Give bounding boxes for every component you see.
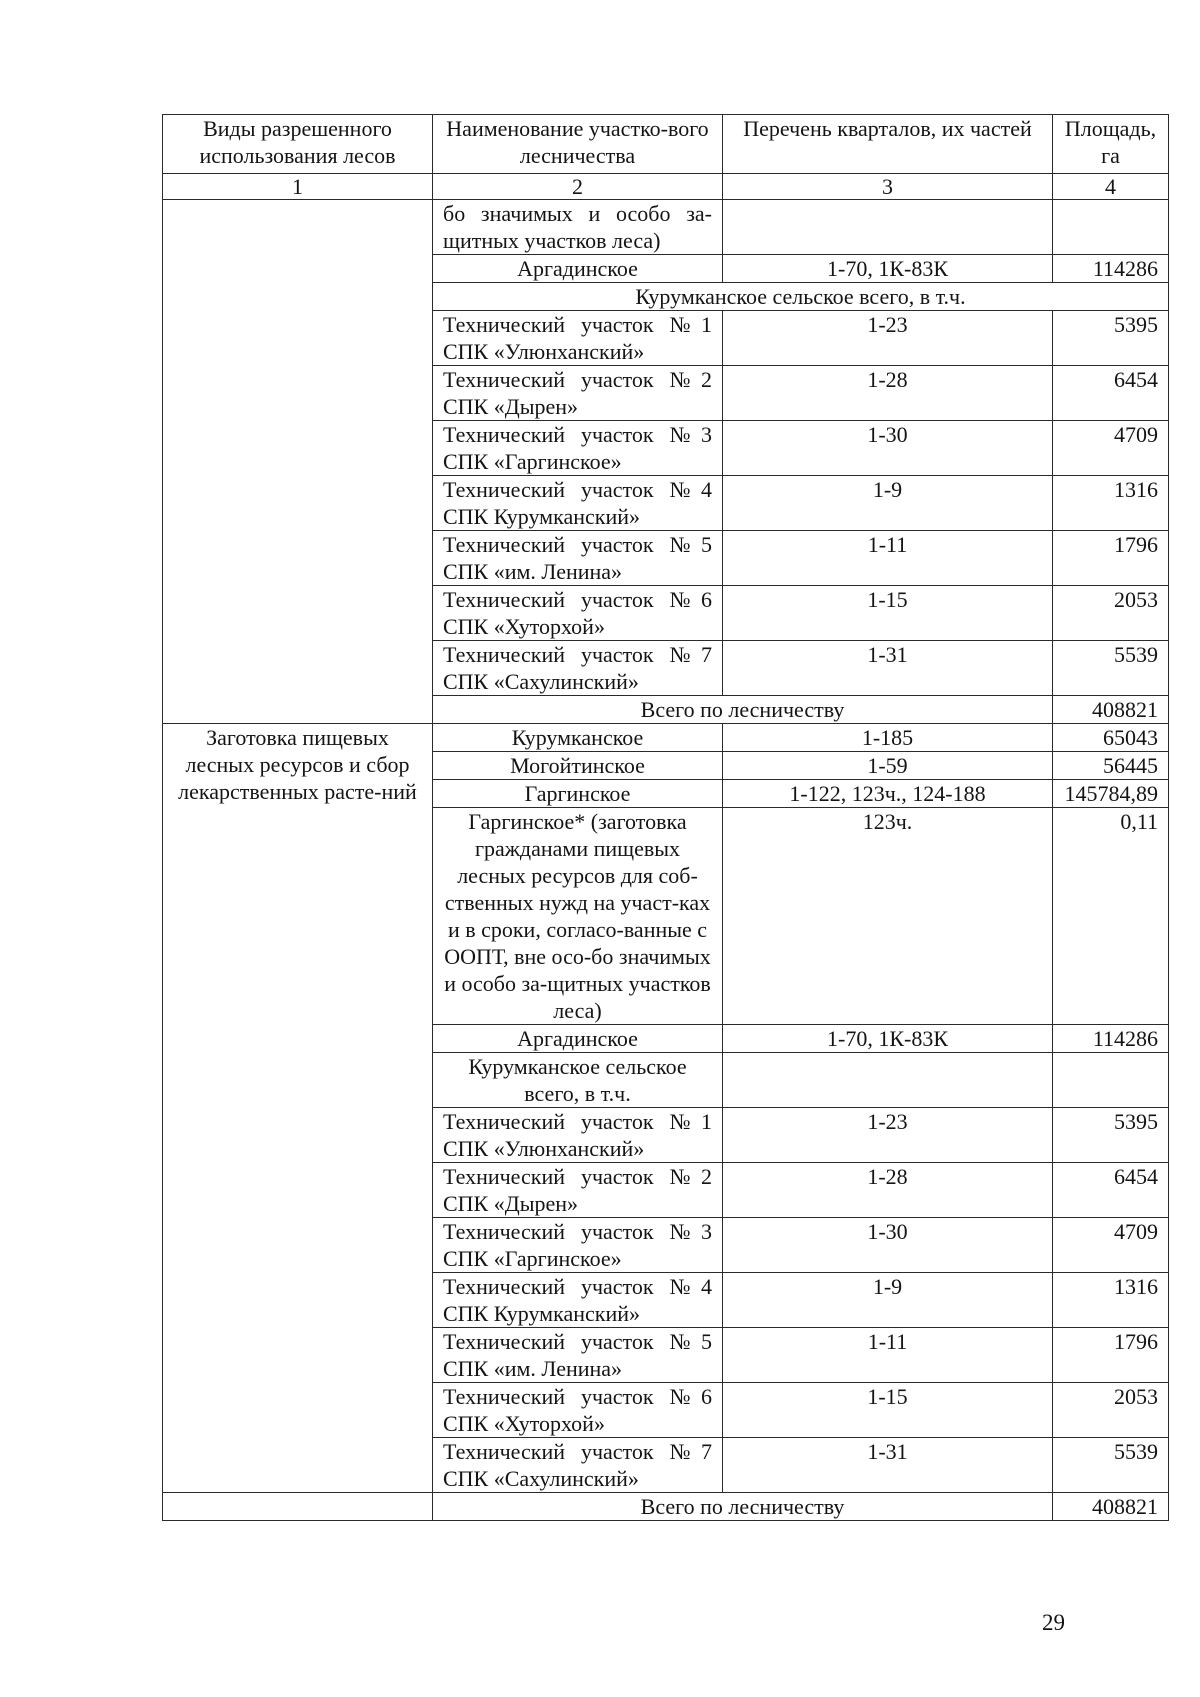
quarters-cell: 1-70, 1К-83К xyxy=(723,255,1053,283)
subtotal-label: Курумканское сельское всего, в т.ч. xyxy=(433,283,1169,311)
tech-plot-name: Технический участок №4 СПК Курумканский» xyxy=(433,476,723,531)
tech-plot-name: Технический участок №6 СПК «Хуторхой» xyxy=(433,586,723,641)
column-number-2: 2 xyxy=(433,174,723,200)
area-cell: 4709 xyxy=(1053,1218,1169,1273)
district-name: Аргадинское xyxy=(433,1025,723,1053)
quarters-cell: 1-9 xyxy=(723,476,1053,531)
tech-plot-name: Технический участок №5 СПК «им. Ленина» xyxy=(433,1328,723,1383)
tech-plot-name: Технический участок №1 СПК «Улюнханский» xyxy=(433,311,723,366)
area-cell: 2053 xyxy=(1053,586,1169,641)
area-cell: 5395 xyxy=(1053,1108,1169,1163)
tech-plot-name: Технический участок №5 СПК «им. Ленина» xyxy=(433,531,723,586)
quarters-cell-empty xyxy=(723,1053,1053,1108)
tech-plot-name: Технический участок №2 СПК «Дырен» xyxy=(433,366,723,421)
area-cell: 114286 xyxy=(1053,1025,1169,1053)
area-cell: 6454 xyxy=(1053,366,1169,421)
tech-plot-name: Технический участок №7 СПК «Сахулинский» xyxy=(433,1438,723,1493)
quarters-cell: 1-30 xyxy=(723,1218,1053,1273)
column-number-row xyxy=(163,174,1169,200)
district-name: Гаргинское xyxy=(433,780,723,808)
area-cell: 1316 xyxy=(1053,476,1169,531)
district-name: Аргадинское xyxy=(433,255,723,283)
usage-type-cell-continued xyxy=(163,200,433,724)
quarters-cell: 1-31 xyxy=(723,1438,1053,1493)
quarters-cell-empty xyxy=(723,200,1053,255)
tech-plot-name: Технический участок №1 СПК «Улюнханский» xyxy=(433,1108,723,1163)
quarters-cell: 1-23 xyxy=(723,1108,1053,1163)
quarters-cell: 1-23 xyxy=(723,311,1053,366)
district-name: Могойтинское xyxy=(433,752,723,780)
district-name-continuation: бо значимых и особо за-щитных участков леса) xyxy=(433,200,723,255)
quarters-cell: 1-15 xyxy=(723,1383,1053,1438)
table-row xyxy=(163,200,1169,255)
quarters-cell: 1-28 xyxy=(723,1163,1053,1218)
tech-plot-name: Технический участок №2 СПК «Дырен» xyxy=(433,1163,723,1218)
area-cell: 65043 xyxy=(1053,724,1169,752)
quarters-cell: 1-185 xyxy=(723,724,1053,752)
tech-plot-name: Технический участок №3 СПК «Гаргинское» xyxy=(433,421,723,476)
area-cell: 1796 xyxy=(1053,531,1169,586)
quarters-cell: 1-59 xyxy=(723,752,1053,780)
quarters-cell: 1-122, 123ч., 124-188 xyxy=(723,780,1053,808)
area-cell: 5539 xyxy=(1053,1438,1169,1493)
total-area: 408821 xyxy=(1053,696,1169,724)
area-cell-empty xyxy=(1053,200,1169,255)
forest-usage-table xyxy=(162,114,1169,1521)
quarters-cell: 1-9 xyxy=(723,1273,1053,1328)
quarters-cell: 1-70, 1К-83К xyxy=(723,1025,1053,1053)
area-cell: 4709 xyxy=(1053,421,1169,476)
header-quarters: Перечень кварталов, их частей xyxy=(723,115,1053,174)
column-number-3: 3 xyxy=(723,174,1053,200)
quarters-cell: 1-11 xyxy=(723,531,1053,586)
district-name: Курумканское xyxy=(433,724,723,752)
table-row xyxy=(163,1493,1169,1521)
header-area: Площадь, га xyxy=(1053,115,1169,174)
total-label: Всего по лесничеству xyxy=(433,1493,1053,1521)
column-number-4: 4 xyxy=(1053,174,1169,200)
header-usage-type: Виды разрешенного использования лесов xyxy=(163,115,433,174)
area-cell: 145784,89 xyxy=(1053,780,1169,808)
usage-type-cell: Заготовка пищевых лесных ресурсов и сбор лекарственных расте-ний xyxy=(163,724,433,1493)
area-cell: 56445 xyxy=(1053,752,1169,780)
page-number: 29 xyxy=(1042,1610,1065,1635)
quarters-cell: 123ч. xyxy=(723,808,1053,1025)
total-area: 408821 xyxy=(1053,1493,1169,1521)
area-cell: 1796 xyxy=(1053,1328,1169,1383)
quarters-cell: 1-15 xyxy=(723,586,1053,641)
quarters-cell: 1-11 xyxy=(723,1328,1053,1383)
tech-plot-name: Технический участок №4 СПК Курумканский» xyxy=(433,1273,723,1328)
area-cell-empty xyxy=(1053,1053,1169,1108)
area-cell: 114286 xyxy=(1053,255,1169,283)
subtotal-label: Курумканское сельское всего, в т.ч. xyxy=(433,1053,723,1108)
area-cell: 2053 xyxy=(1053,1383,1169,1438)
tech-plot-name: Технический участок №6 СПК «Хуторхой» xyxy=(433,1383,723,1438)
quarters-cell: 1-31 xyxy=(723,641,1053,696)
area-cell: 5395 xyxy=(1053,311,1169,366)
area-cell: 6454 xyxy=(1053,1163,1169,1218)
district-name-special: Гаргинское* (заготовка гражданами пищевых лесных ресурсов для соб-ственных нужд на участ-ках и в сроки, согласо-ванные с ООПТ, вне осо-бо значимых и особо за-щитных участков леса) xyxy=(433,808,723,1025)
header-district-name: Наименование участко-вого лесничества xyxy=(433,115,723,174)
quarters-cell: 1-28 xyxy=(723,366,1053,421)
area-cell: 5539 xyxy=(1053,641,1169,696)
area-cell: 0,11 xyxy=(1053,808,1169,1025)
column-number-1: 1 xyxy=(163,174,433,200)
usage-type-cell-empty xyxy=(163,1493,433,1521)
tech-plot-name: Технический участок №3 СПК «Гаргинское» xyxy=(433,1218,723,1273)
header-row xyxy=(163,115,1169,174)
tech-plot-name: Технический участок №7 СПК «Сахулинский» xyxy=(433,641,723,696)
quarters-cell: 1-30 xyxy=(723,421,1053,476)
table-header xyxy=(163,115,1169,200)
table-row xyxy=(163,724,1169,752)
area-cell: 1316 xyxy=(1053,1273,1169,1328)
total-label: Всего по лесничеству xyxy=(433,696,1053,724)
